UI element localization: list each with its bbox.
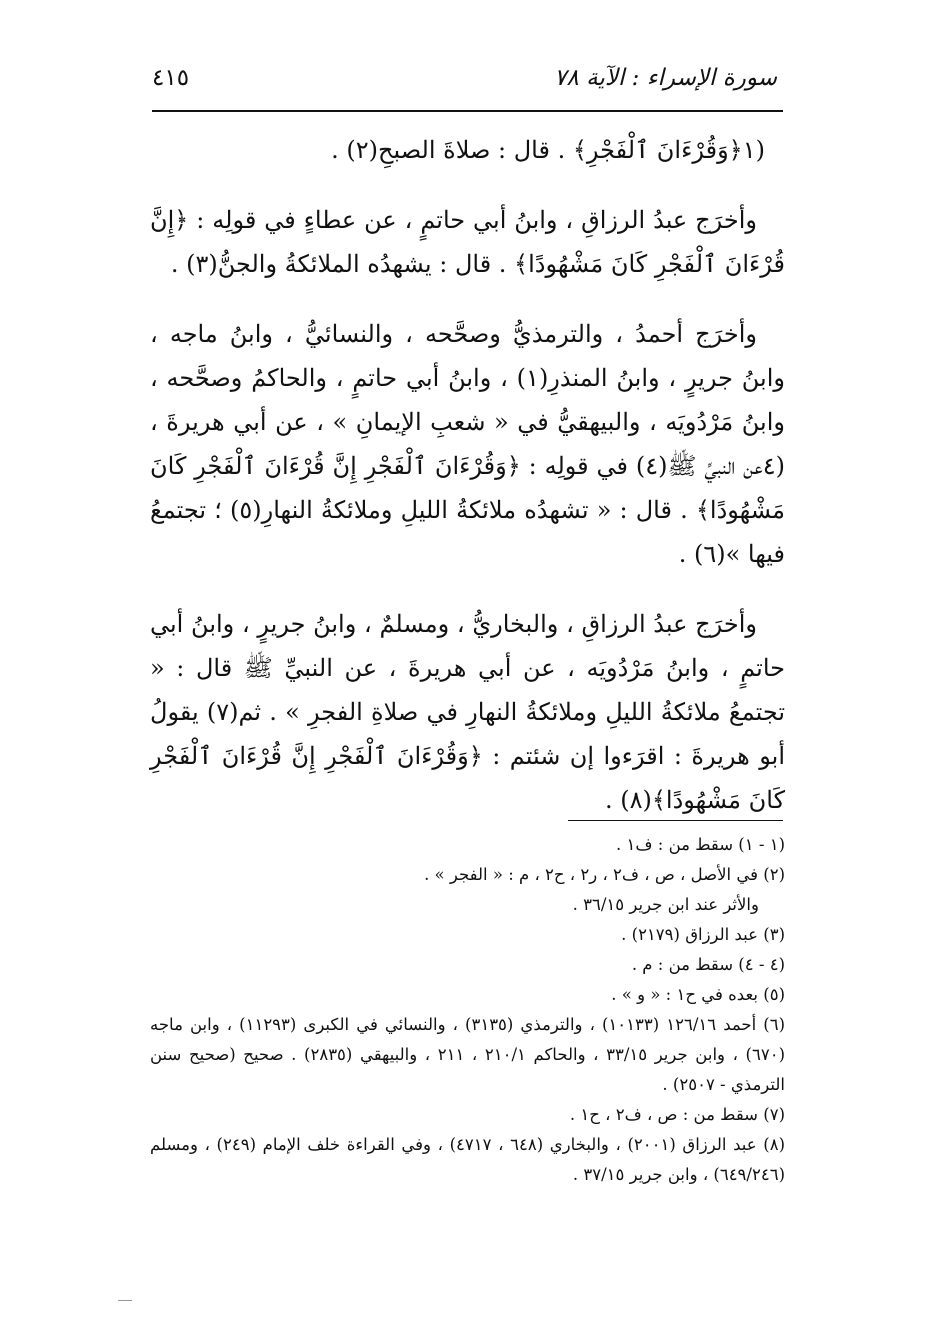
footnote: (٨) عبد الرزاق (٢٠٠١) ، والبخاري (٦٤٨ ، ٤٧١٧) ، وفي القراءة خلف الإمام (٢٤٩) ، ومسلم (٦٤٩/٢٤٦) ، وابن جرير ٣٧/١٥ .: [150, 1135, 785, 1184]
footnote: (٤ - ٤) سقط من : م .: [631, 955, 785, 974]
footnote: (١ - ١) سقط من : ف١ .: [616, 835, 785, 854]
footnote: (٦) أحمد ١٢٦/١٦ (١٠١٣٣) ، والترمذي (٣١٣٥) ، والنسائي في الكبرى (١١٢٩٣) ، وابن ماجه (٦٧٠) ، وابن جرير ٣٣/١٥ ، والحاكم ٢١٠/١ ، ٢١١ ، والبيهقي (٢٨٣٥) . صحيح (صحيح سنن الترمذي - ٢٥٠٧) .: [150, 1015, 786, 1094]
footnote-rule: [568, 820, 783, 821]
footnote: (٧) سقط من : ص ، ف٢ ، ح١ .: [569, 1105, 785, 1124]
running-title: سورة الإسراء : الآية ٧٨: [554, 65, 777, 91]
paragraph: وأخرَج أحمدُ ، والترمذيُّ وصحَّحه ، والنسائيُّ ، وابنُ ماجه ، وابنُ جريرٍ ، وابنُ المنذرِ(١) ، وابنُ أبي حاتمٍ ، والحاكمُ وصحَّحه ، وابنُ مَرْدُويَه ، والبيهقيُّ في « شعبِ الإيمانِ » ، عن أبي هريرةَ ، (٤عن النبيِّ ﷺ(٤) في قولِه : ﴿وَقُرْءَانَ ٱلْفَجْرِ إِنَّ قُرْءَانَ ٱلْفَجْرِ كَانَ مَشْهُودًا﴾ . قال : « تشهدُه ملائكةُ الليلِ وملائكةُ النهارِ(٥) ؛ تجتمعُ فيها »(٦) .: [150, 320, 786, 568]
main-text: [150, 128, 785, 848]
page-header: [152, 56, 777, 100]
header-rule: [152, 110, 783, 112]
paragraph: وأخرَج عبدُ الرزاقِ ، والبخاريُّ ، ومسلمٌ ، وابنُ جريرٍ ، وابنُ أبي حاتمٍ ، وابنُ مَرْدُويَه ، عن أبي هريرةَ ، عن النبيِّ ﷺ قال : « تجتمعُ ملائكةُ الليلِ وملائكةُ النهارِ في صلاةِ الفجرِ » . ثم(٧) يقولُ أبو هريرةَ : اقرَءوا إن شئتم : ﴿وَقُرْءَانَ ٱلْفَجْرِ إِنَّ قُرْءَانَ ٱلْفَجْرِ كَانَ مَشْهُودًا﴾(٨) .: [150, 610, 785, 814]
footnote: (٢) في الأصل ، ص ، ف٢ ، ر٢ ، ح٢ ، م : « الفجر » .: [424, 865, 785, 884]
footnote: والأثر عند ابن جرير ٣٦/١٥ .: [572, 895, 759, 914]
footnote: (٣) عبد الرزاق (٢١٧٩) .: [621, 925, 785, 944]
paragraph: وأخرَج عبدُ الرزاقِ ، وابنُ أبي حاتمٍ ، عن عطاءٍ في قولِه : ﴿إِنَّ قُرْءَانَ ٱلْفَجْرِ كَانَ مَشْهُودًا﴾ . قال : يشهدُه الملائكةُ والجنُّ(٣) .: [150, 206, 785, 278]
scan-mark: [118, 1300, 132, 1302]
page-number: ٤١٥: [152, 65, 190, 91]
paragraph: (١﴿وَقُرْءَانَ ٱلْفَجْرِ﴾ . قال : صلاةَ الصبحِ(٢) .: [331, 136, 765, 164]
footnote: (٥) بعده في ح١ : « و » .: [611, 985, 785, 1004]
footnotes: [150, 830, 785, 1190]
